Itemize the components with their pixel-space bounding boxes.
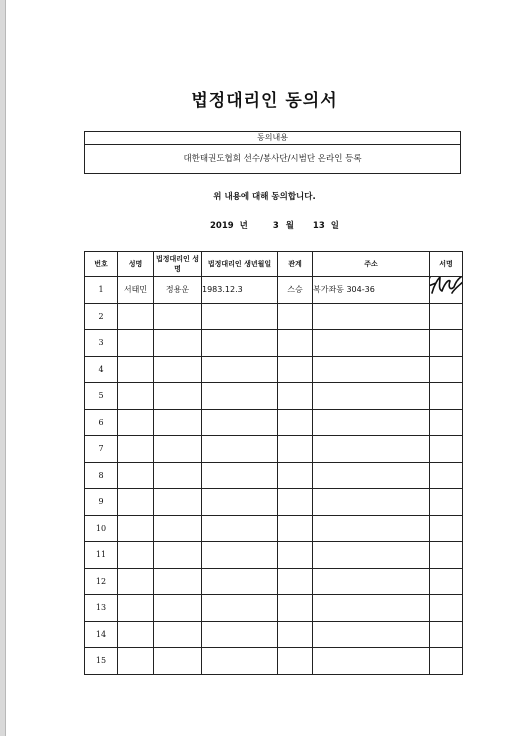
row-name: [118, 648, 154, 675]
row-name: [118, 356, 154, 383]
row-relation: [278, 462, 313, 489]
row-signature: [430, 462, 463, 489]
row-relation: [278, 303, 313, 330]
row-guardian-name: [154, 568, 202, 595]
table-row: [85, 409, 463, 436]
row-signature: [430, 568, 463, 595]
row-signature: [430, 621, 463, 648]
consent-body: 대한태권도협회 선수/봉사단/시범단 온라인 등록: [183, 154, 362, 164]
table-row: [85, 277, 463, 304]
row-name: [118, 542, 154, 569]
header-signature: 서명: [430, 252, 463, 277]
row-number: 14: [85, 621, 118, 648]
row-name: [118, 436, 154, 463]
row-signature: [430, 330, 463, 357]
row-number: 6: [85, 409, 118, 436]
document-title: 법정대리인 동의서: [191, 91, 338, 111]
row-number: 9: [85, 489, 118, 516]
row-guardian-birth: [202, 462, 278, 489]
row-signature: [430, 303, 463, 330]
row-signature: [430, 515, 463, 542]
row-name: [118, 462, 154, 489]
table-row: [85, 330, 463, 357]
row-guardian-birth: [202, 489, 278, 516]
row-guardian-name: [154, 515, 202, 542]
row-address: [313, 568, 430, 595]
row-relation: 스승: [278, 277, 313, 304]
table-row: [85, 568, 463, 595]
row-guardian-name: [154, 489, 202, 516]
row-name: [118, 489, 154, 516]
row-guardian-name: [154, 462, 202, 489]
table-row: [85, 515, 463, 542]
row-relation: [278, 409, 313, 436]
row-guardian-birth: [202, 542, 278, 569]
row-address: [313, 303, 430, 330]
row-name: [118, 595, 154, 622]
row-guardian-birth: [202, 568, 278, 595]
row-name: [118, 383, 154, 410]
row-address: [313, 489, 430, 516]
row-guardian-name: [154, 542, 202, 569]
row-address: [313, 462, 430, 489]
row-relation: [278, 383, 313, 410]
row-number: 7: [85, 436, 118, 463]
row-guardian-name: 정용운: [154, 277, 202, 304]
row-name: [118, 330, 154, 357]
table-row: [85, 383, 463, 410]
row-guardian-name: [154, 595, 202, 622]
row-number: 15: [85, 648, 118, 675]
row-guardian-birth: [202, 330, 278, 357]
handwritten-signature-icon: [430, 277, 463, 300]
row-guardian-birth: [202, 356, 278, 383]
guardian-table: [84, 251, 463, 675]
table-row: [85, 356, 463, 383]
table-row: [85, 462, 463, 489]
row-guardian-name: [154, 436, 202, 463]
row-number: 11: [85, 542, 118, 569]
row-relation: [278, 568, 313, 595]
row-relation: [278, 436, 313, 463]
row-guardian-birth: 1983.12.3: [202, 277, 278, 304]
row-guardian-name: [154, 330, 202, 357]
row-guardian-birth: [202, 515, 278, 542]
table-row: [85, 542, 463, 569]
row-name: [118, 568, 154, 595]
row-name: [118, 409, 154, 436]
row-signature: [430, 356, 463, 383]
row-signature: [430, 489, 463, 516]
row-name: [118, 303, 154, 330]
row-relation: [278, 621, 313, 648]
row-guardian-name: [154, 303, 202, 330]
row-number: 10: [85, 515, 118, 542]
row-address: 복가좌동 304-36: [313, 277, 430, 304]
row-address: [313, 595, 430, 622]
row-address: [313, 648, 430, 675]
table-row: [85, 595, 463, 622]
row-name: 서태민: [118, 277, 154, 304]
row-signature: [430, 277, 463, 304]
date-month-unit: 월: [285, 221, 294, 231]
table-row: [85, 621, 463, 648]
row-signature: [430, 409, 463, 436]
row-address: [313, 383, 430, 410]
row-number: 2: [85, 303, 118, 330]
date-year-unit: 년: [239, 221, 248, 231]
row-number: 8: [85, 462, 118, 489]
row-address: [313, 409, 430, 436]
row-relation: [278, 489, 313, 516]
agree-statement: 위 내용에 대해 동의합니다.: [213, 192, 316, 202]
table-row: [85, 489, 463, 516]
row-guardian-birth: [202, 436, 278, 463]
row-signature: [430, 542, 463, 569]
date-year: 2019: [210, 221, 234, 231]
header-number: 번호: [85, 252, 118, 277]
row-number: 5: [85, 383, 118, 410]
row-guardian-birth: [202, 648, 278, 675]
row-name: [118, 515, 154, 542]
header-address: 주소: [313, 252, 430, 277]
row-address: [313, 436, 430, 463]
row-number: 12: [85, 568, 118, 595]
row-address: [313, 542, 430, 569]
date-day: 13: [312, 221, 325, 231]
row-address: [313, 515, 430, 542]
row-relation: [278, 515, 313, 542]
row-guardian-birth: [202, 383, 278, 410]
table-row: [85, 648, 463, 675]
table-row: [85, 303, 463, 330]
table-header-row: [85, 252, 463, 277]
date-month: 3: [272, 221, 279, 231]
row-signature: [430, 383, 463, 410]
row-number: 4: [85, 356, 118, 383]
row-guardian-birth: [202, 303, 278, 330]
row-guardian-name: [154, 621, 202, 648]
row-guardian-name: [154, 409, 202, 436]
row-guardian-name: [154, 356, 202, 383]
row-guardian-name: [154, 648, 202, 675]
row-guardian-birth: [202, 621, 278, 648]
row-address: [313, 621, 430, 648]
row-relation: [278, 648, 313, 675]
row-relation: [278, 595, 313, 622]
date-line: [210, 219, 339, 231]
row-name: [118, 621, 154, 648]
row-address: [313, 330, 430, 357]
header-name: 성명: [118, 252, 154, 277]
row-guardian-name: [154, 383, 202, 410]
date-day-unit: 일: [330, 221, 339, 231]
consent-header: 동의내용: [85, 132, 460, 145]
row-signature: [430, 648, 463, 675]
row-number: 3: [85, 330, 118, 357]
row-relation: [278, 356, 313, 383]
table-row: [85, 436, 463, 463]
row-relation: [278, 330, 313, 357]
header-relation: 관계: [278, 252, 313, 277]
row-signature: [430, 595, 463, 622]
row-number: 13: [85, 595, 118, 622]
row-signature: [430, 436, 463, 463]
row-guardian-birth: [202, 409, 278, 436]
row-number: 1: [85, 277, 118, 304]
row-address: [313, 356, 430, 383]
row-relation: [278, 542, 313, 569]
header-guardian-birth: 법정대리인 생년월일: [202, 252, 278, 277]
row-guardian-birth: [202, 595, 278, 622]
header-guardian-name: 법정대리인 성명: [154, 252, 202, 277]
consent-box: [84, 131, 461, 174]
